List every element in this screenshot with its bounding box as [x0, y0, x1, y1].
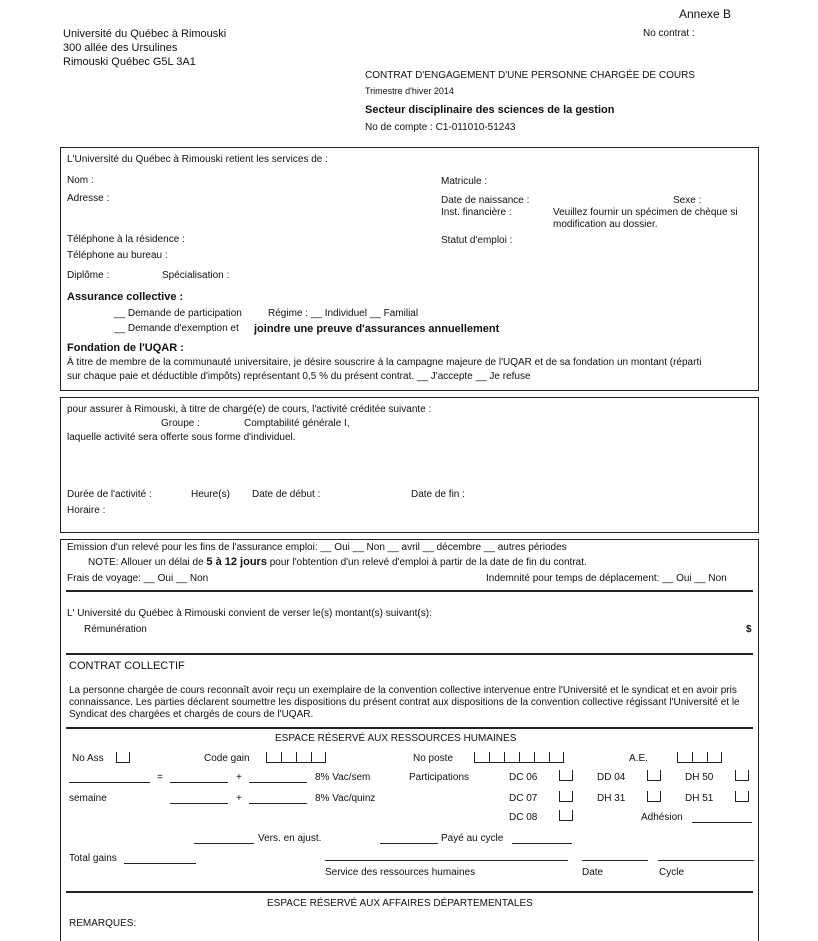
fondation-text-2[interactable]: sur chaque paie et déductible d'impôts) représentant 0,5 % du présent contrat. __ J'accepte __ Je refuse	[67, 371, 531, 382]
assurance-title: Assurance collective :	[67, 291, 184, 303]
dept-title: ESPACE RÉSERVÉ AUX AFFAIRES DÉPARTEMENTALES	[267, 898, 533, 909]
fondation-text-1: À titre de membre de la communauté universitaire, je désire souscrire à la campagne majeure de l'UQAR et de sa fondation un montant (réparti	[67, 357, 702, 368]
address-line-3: Rimouski Québec G5L 3A1	[63, 56, 196, 68]
account-number: No de compte : C1-011010-51243	[365, 122, 516, 133]
plus-sign: +	[236, 793, 242, 804]
annex-label: Annexe B	[679, 7, 732, 21]
note-delay: 5 à 12 jours	[206, 556, 267, 568]
section1-intro: L'Université du Québec à Rimouski retient les services de :	[67, 154, 328, 165]
course-name: Comptabilité générale I,	[244, 418, 350, 429]
note-line	[88, 556, 587, 569]
blank-line[interactable]	[170, 803, 228, 804]
divider	[66, 653, 753, 655]
adhesion-line[interactable]	[692, 822, 752, 823]
dd04-label: DD 04	[597, 772, 626, 783]
blank-line[interactable]	[170, 782, 228, 783]
date-fin-label: Date de fin :	[411, 489, 465, 500]
date-line[interactable]	[582, 860, 648, 861]
dollar-sign: $	[746, 624, 752, 635]
heures-label: Heure(s)	[191, 489, 230, 500]
code-gain-cells[interactable]	[266, 752, 326, 763]
vac-quinz-label: 8% Vac/quinz	[315, 793, 376, 804]
equals-sign: =	[157, 772, 163, 783]
frais-voyage[interactable]: Frais de voyage: __ Oui __ Non	[67, 573, 209, 584]
exemption-proof-note: joindre une preuve d'assurances annuellement	[254, 323, 500, 335]
plus-sign: +	[236, 772, 242, 783]
date-naissance-label: Date de naissance :	[441, 195, 530, 206]
diplome-label: Diplôme :	[67, 270, 110, 281]
collectif-title: CONTRAT COLLECTIF	[69, 660, 185, 672]
sexe-label: Sexe :	[673, 195, 702, 206]
ae-label: A.E.	[629, 753, 648, 764]
emission-line[interactable]: Emission d'un relevé pour les fins de l'assurance emploi: __ Oui __ Non __ avril __ décembre __ autres périodes	[67, 542, 567, 553]
adresse-label: Adresse :	[67, 193, 110, 204]
dh31-label: DH 31	[597, 793, 626, 804]
remarques-label: REMARQUES:	[69, 918, 137, 929]
note-text-a: NOTE: Allouer un délai de	[88, 557, 207, 568]
horaire-label: Horaire :	[67, 505, 106, 516]
no-poste-label: No poste	[413, 753, 454, 764]
dc06-label: DC 06	[509, 772, 538, 783]
activity-format: laquelle activité sera offerte sous forme d'individuel.	[67, 432, 296, 443]
semaine-label: semaine	[69, 793, 107, 804]
dh51-label: DH 51	[685, 793, 714, 804]
regime-options[interactable]: Régime : __ Individuel __ Familial	[268, 308, 419, 319]
duree-label: Durée de l'activité :	[67, 489, 152, 500]
exemption-option[interactable]: __ Demande d'exemption et	[114, 323, 239, 334]
cheque-note-1: Veuillez fournir un spécimen de chèque si	[553, 207, 738, 218]
dh31-box[interactable]	[647, 791, 661, 802]
dc07-box[interactable]	[559, 791, 573, 802]
blank-line[interactable]	[69, 782, 150, 783]
adhesion-label: Adhésion	[641, 812, 683, 823]
code-gain-label: Code gain	[204, 753, 250, 764]
contract-number-label: No contrat :	[643, 28, 695, 39]
contract-title: CONTRAT D'ENGAGEMENT D'UNE PERSONNE CHARGÉE DE COURS	[365, 70, 695, 81]
dc08-label: DC 08	[509, 812, 538, 823]
groupe-label: Groupe :	[161, 418, 200, 429]
address-line-1: Université du Québec à Rimouski	[63, 28, 227, 40]
activity-intro: pour assurer à Rimouski, à titre de chargé(e) de cours, l'activité créditée suivante :	[67, 404, 432, 415]
specialisation-label: Spécialisation :	[162, 270, 230, 281]
cycle-label: Cycle	[659, 867, 685, 878]
participation-option[interactable]: __ Demande de participation	[114, 308, 242, 319]
blank-line[interactable]	[249, 782, 307, 783]
rh-title: ESPACE RÉSERVÉ AUX RESSOURCES HUMAINES	[275, 733, 517, 744]
indemnite-deplacement[interactable]: Indemnité pour temps de déplacement: __ Oui __ Non	[486, 573, 727, 584]
no-poste-cells[interactable]	[474, 752, 564, 763]
cycle-line[interactable]	[658, 860, 754, 861]
sector: Secteur disciplinaire des sciences de la gestion	[365, 104, 615, 116]
divider	[66, 727, 753, 729]
dh51-box[interactable]	[735, 791, 749, 802]
blank-line[interactable]	[124, 863, 196, 864]
signature-line[interactable]	[325, 860, 568, 861]
service-rh-label: Service des ressources humaines	[325, 867, 476, 878]
ae-cells[interactable]	[677, 752, 722, 763]
verser-text: L' Université du Québec à Rimouski convient de verser le(s) montant(s) suivant(s):	[67, 608, 432, 619]
dd04-box[interactable]	[647, 770, 661, 781]
blank-line[interactable]	[512, 843, 572, 844]
inst-financiere-label: Inst. financière :	[441, 207, 512, 218]
total-gains-label: Total gains	[69, 853, 117, 864]
dh50-box[interactable]	[735, 770, 749, 781]
matricule-label: Matricule :	[441, 176, 488, 187]
fondation-title: Fondation de l'UQAR :	[67, 342, 184, 354]
paye-cycle-label: Payé au cycle	[441, 833, 504, 844]
date-debut-label: Date de début :	[252, 489, 321, 500]
vac-sem-label: 8% Vac/sem	[315, 772, 371, 783]
no-ass-label: No Ass	[72, 753, 104, 764]
tel-bureau-label: Téléphone au bureau :	[67, 250, 168, 261]
term: Trimestre d'hiver 2014	[365, 86, 454, 96]
collectif-text: La personne chargée de cours reconnaît avoir reçu un exemplaire de la convention collective intervenue entre l'Université et le syndicat et en avoir pris connaissance. Les parties déclarent soumettre les dispositions du présent contrat aux dispositions de la convention collective régissant l'Université et le Syndicat des chargées et chargés de cours de l'UQAR.	[69, 685, 740, 720]
no-ass-box[interactable]	[116, 752, 130, 763]
cheque-note-2: modification au dossier.	[553, 219, 658, 230]
statut-label: Statut d'emploi :	[441, 235, 513, 246]
dc08-box[interactable]	[559, 810, 573, 821]
divider	[66, 590, 753, 592]
nom-label: Nom :	[67, 175, 94, 186]
tel-residence-label: Téléphone à la résidence :	[67, 234, 185, 245]
blank-line[interactable]	[249, 803, 307, 804]
dh50-label: DH 50	[685, 772, 714, 783]
dc07-label: DC 07	[509, 793, 538, 804]
date-label: Date	[582, 867, 604, 878]
divider	[66, 891, 753, 893]
blank-line[interactable]	[380, 843, 438, 844]
blank-line[interactable]	[194, 843, 254, 844]
remuneration-label: Rémunération	[84, 624, 147, 635]
dc06-box[interactable]	[559, 770, 573, 781]
note-text-c: pour l'obtention d'un relevé d'emploi à partir de la date de fin du contrat.	[266, 557, 587, 568]
vers-ajust-label: Vers. en ajust.	[258, 833, 322, 844]
participations-label: Participations	[409, 772, 470, 783]
address-line-2: 300 allée des Ursulines	[63, 42, 178, 54]
